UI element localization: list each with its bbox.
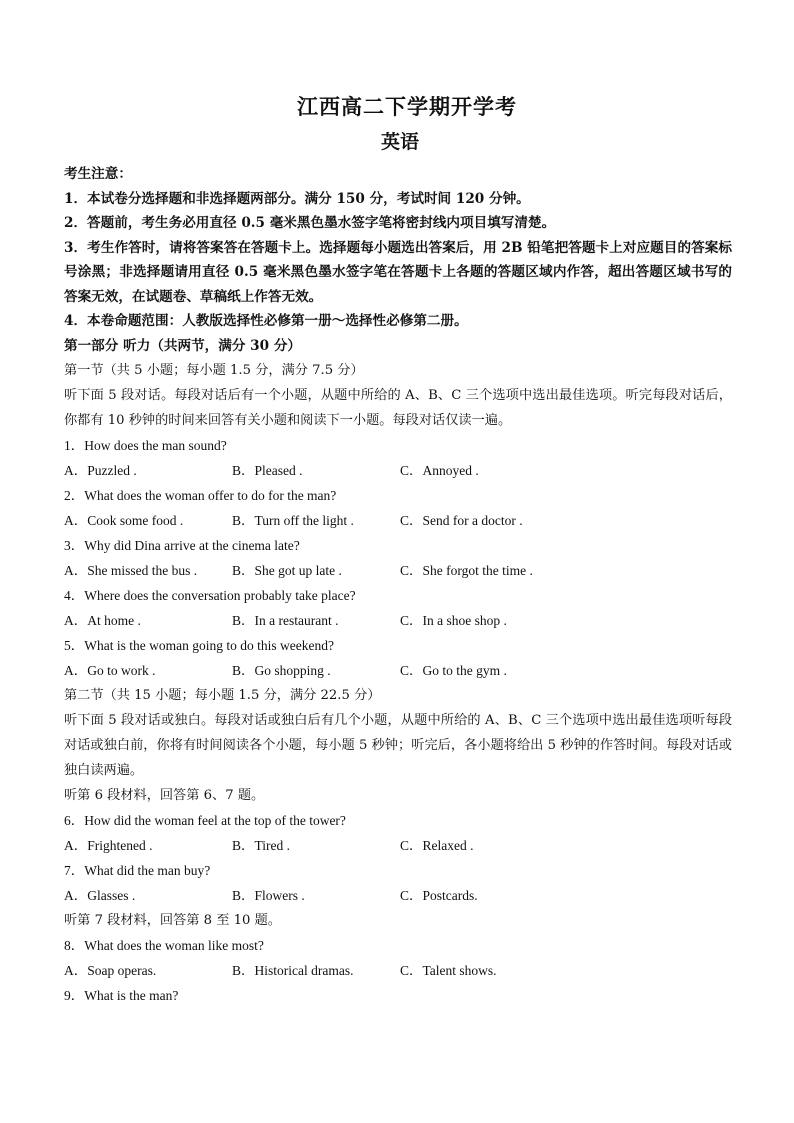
options-row bbox=[64, 658, 732, 683]
notice-item: 1．本试卷分选择题和非选择题两部分。满分 150 分，考试时间 120 分钟。 bbox=[64, 190, 530, 207]
question-block bbox=[64, 858, 732, 908]
option-b: B．Historical dramas. bbox=[232, 962, 354, 978]
section-two-title: 第二节（共 15 小题；每小题 1.5 分，满分 22.5 分） bbox=[64, 687, 381, 703]
option-c: C．In a shoe shop . bbox=[400, 612, 507, 628]
question-text: 9．What is the man? bbox=[64, 987, 179, 1003]
option-a: A．Soap operas. bbox=[64, 962, 157, 978]
option-c: C．Talent shows. bbox=[400, 962, 497, 978]
options-row bbox=[64, 608, 732, 633]
option-c: C．She forgot the time . bbox=[400, 562, 533, 578]
option-a: A．Go to work . bbox=[64, 662, 156, 678]
question-text: 1．How does the man sound? bbox=[64, 437, 227, 453]
question-text: 3．Why did Dina arrive at the cinema late? bbox=[64, 537, 300, 553]
group-intro: 听第 6 段材料，回答第 6、7 题。 bbox=[64, 787, 265, 803]
question-text: 6．How did the woman feel at the top of the tower? bbox=[64, 812, 346, 828]
option-c: C．Go to the gym . bbox=[400, 662, 507, 678]
question-text: 8．What does the woman like most? bbox=[64, 937, 264, 953]
question-block bbox=[64, 483, 732, 533]
question-text: 2．What does the woman offer to do for the man? bbox=[64, 487, 337, 503]
options-row bbox=[64, 883, 732, 908]
exam-title: 江西高二下学期开学考 bbox=[297, 94, 517, 119]
notice-heading: 考生注意： bbox=[64, 166, 132, 182]
options-row bbox=[64, 958, 732, 983]
section-two-instruction: 听下面 5 段对话或独白。每段对话或独白后有几个小题，从题中所给的 A、B、C 三个选项中选出最佳选项听每段对话或独白前，你将有时间阅读各个小题，每小题 5 秒钟；听完后，各小题将给出 5 秒钟的作答时间。每段对话或独白读两遍。 bbox=[64, 712, 732, 778]
option-c: C．Postcards. bbox=[400, 887, 478, 903]
option-b: B．Tired . bbox=[232, 837, 291, 853]
question-text: 4．Where does the conversation probably take place? bbox=[64, 587, 356, 603]
section-one-instruction: 听下面 5 段对话。每段对话后有一个小题，从题中所给的 A、B、C 三个选项中选出最佳选项。听完每段对话后，你都有 10 秒钟的时间来回答有关小题和阅读下一小题。每段对话仅读一遍。 bbox=[64, 387, 732, 428]
group-intro: 听第 7 段材料，回答第 8 至 10 题。 bbox=[64, 912, 281, 928]
option-b: B．She got up late . bbox=[232, 562, 342, 578]
option-b: B．Turn off the light . bbox=[232, 512, 354, 528]
options-row bbox=[64, 508, 732, 533]
option-b: B．Go shopping . bbox=[232, 662, 331, 678]
exam-subject: 英语 bbox=[380, 131, 419, 153]
option-c: C．Annoyed . bbox=[400, 462, 479, 478]
notice-item: 2．答题前，考生务必用直径 0.5 毫米黑色墨水签字笔将密封线内项目填写清楚。 bbox=[64, 215, 556, 231]
notice-block bbox=[64, 162, 732, 334]
notice-item: 4．本卷命题范围：人教版选择性必修第一册～选择性必修第二册。 bbox=[64, 313, 468, 329]
question-text: 5．What is the woman going to do this weekend? bbox=[64, 637, 334, 653]
option-a: A．Frightened . bbox=[64, 837, 153, 853]
option-b: B．In a restaurant . bbox=[232, 612, 339, 628]
option-a: A．Glasses . bbox=[64, 887, 136, 903]
option-c: C．Relaxed . bbox=[400, 837, 474, 853]
option-a: A．At home . bbox=[64, 612, 141, 628]
notice-item: 3．考生作答时，请将答案答在答题卡上。选择题每小题选出答案后，用 2B 铅笔把答题卡上对应题目的答案标号涂黑；非选择题请用直径 0.5 毫米黑色墨水签字笔在答题卡上各题的答题区域内作答，超出答题区域书写的答案无效，在试题卷、草稿纸上作答无效。 bbox=[64, 239, 732, 305]
options-row bbox=[64, 833, 732, 858]
option-b: B．Flowers . bbox=[232, 887, 305, 903]
part-one-title: 第一部分 听力（共两节，满分 30 分） bbox=[64, 337, 302, 354]
option-c: C．Send for a doctor . bbox=[400, 512, 523, 528]
question-block bbox=[64, 433, 732, 483]
option-a: A．Puzzled . bbox=[64, 462, 137, 478]
section-one-title: 第一节（共 5 小题；每小题 1.5 分，满分 7.5 分） bbox=[64, 362, 364, 378]
option-a: A．She missed the bus . bbox=[64, 562, 198, 578]
option-b: B．Pleased . bbox=[232, 462, 303, 478]
options-row bbox=[64, 458, 732, 483]
question-block bbox=[64, 583, 732, 633]
question-block bbox=[64, 533, 732, 583]
question-block bbox=[64, 808, 732, 858]
question-block bbox=[64, 633, 732, 683]
question-text: 7．What did the man buy? bbox=[64, 862, 211, 878]
option-a: A．Cook some food . bbox=[64, 512, 184, 528]
exam-page bbox=[64, 92, 732, 1008]
options-row bbox=[64, 558, 732, 583]
question-block bbox=[64, 933, 732, 983]
